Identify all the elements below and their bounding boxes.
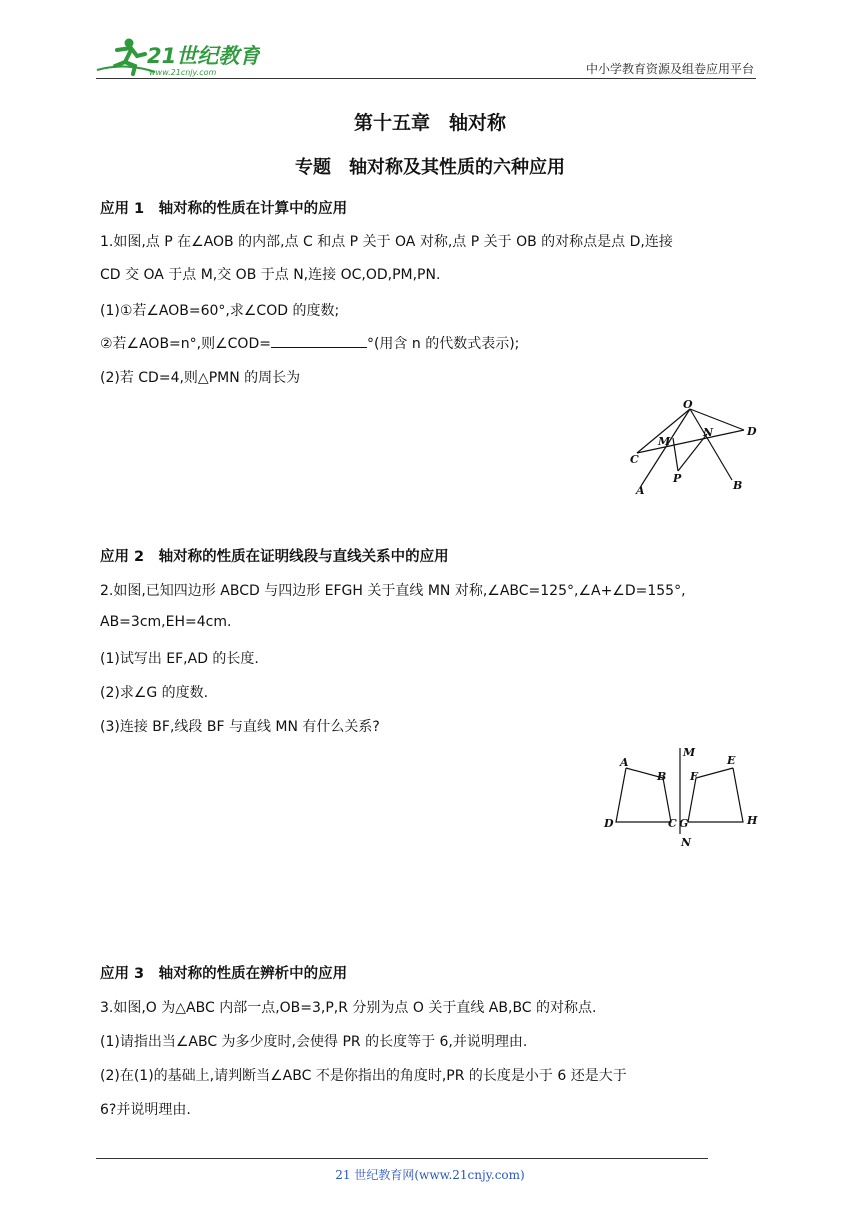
- logo-text: 21世纪教育: [147, 44, 260, 68]
- label-a: A: [620, 756, 629, 769]
- problem-1-part-1b-end: °(用含 n 的代数式表示);: [366, 336, 520, 352]
- label-o: O: [683, 398, 693, 411]
- figure-2-labels: [596, 742, 766, 850]
- answer-blank: [271, 333, 367, 348]
- header-divider: [96, 78, 756, 79]
- label-b: B: [657, 770, 667, 783]
- problem-1-part-1b: [100, 333, 519, 353]
- problem-2-part-3: (3)连接 BF,线段 BF 与直线 MN 有什么关系?: [100, 719, 380, 735]
- section-1-heading: 应用 1 轴对称的性质在计算中的应用: [100, 201, 348, 217]
- problem-3-part-2: (2)在(1)的基础上,请判断当∠ABC 不是你指出的角度时,PR 的长度是小于 6 还是大于: [100, 1068, 627, 1084]
- label-g: G: [679, 817, 689, 830]
- footer-divider: [96, 1158, 708, 1159]
- topic-title: 专题 轴对称及其性质的六种应用: [295, 157, 565, 178]
- problem-3-part-1: (1)请指出当∠ABC 为多少度时,会使得 PR 的长度等于 6,并说明理由.: [100, 1034, 528, 1050]
- label-c: C: [668, 817, 677, 830]
- label-n: N: [703, 426, 714, 439]
- problem-2-part-2: (2)求∠G 的度数.: [100, 685, 209, 701]
- problem-1-part-1a: (1)①若∠AOB=60°,求∠COD 的度数;: [100, 303, 340, 319]
- problem-1-part-1b-start: ②若∠AOB=n°,则∠COD=: [100, 336, 271, 352]
- label-f: F: [690, 770, 698, 783]
- problem-1-line-1: 1.如图,点 P 在∠AOB 的内部,点 C 和点 P 关于 OA 对称,点 P 关于 OB 的对称点是点 D,连接: [100, 234, 673, 250]
- footer-link[interactable]: 21 世纪教育网(www.21cnjy.com): [335, 1168, 525, 1182]
- label-a: A: [636, 484, 645, 496]
- label-e: E: [727, 754, 736, 767]
- problem-3-part-2-cont: 6?并说明理由.: [100, 1102, 191, 1118]
- problem-1-line-2: CD 交 OA 于点 M,交 OB 于点 N,连接 OC,OD,PM,PN.: [100, 267, 441, 283]
- problem-2-line-2: AB=3cm,EH=4cm.: [100, 614, 232, 630]
- label-b: B: [733, 479, 743, 492]
- problem-2-line-1: 2.如图,已知四边形 ABCD 与四边形 EFGH 关于直线 MN 对称,∠ABC=125°,∠A+∠D=155°,: [100, 583, 686, 599]
- logo-url: www.21cnjy.com: [149, 68, 217, 77]
- problem-1-part-2: (2)若 CD=4,则△PMN 的周长为: [100, 370, 301, 386]
- platform-name: 中小学教育资源及组卷应用平台: [585, 62, 754, 76]
- label-m: M: [658, 435, 671, 448]
- section-2-heading: 应用 2 轴对称的性质在证明线段与直线关系中的应用: [100, 549, 449, 565]
- label-d: D: [604, 817, 614, 830]
- runner-logo-icon: [95, 36, 260, 80]
- label-m: M: [683, 746, 696, 759]
- problem-3-line-1: 3.如图,O 为△ABC 内部一点,OB=3,P,R 分别为点 O 关于直线 AB,BC 的对称点.: [100, 1000, 597, 1016]
- label-d: D: [747, 425, 757, 438]
- label-h: H: [747, 814, 758, 827]
- figure-1-labels: [620, 396, 770, 496]
- chapter-title: 第十五章 轴对称: [353, 112, 506, 134]
- site-logo: [95, 36, 260, 80]
- label-p: P: [673, 472, 682, 485]
- label-c: C: [630, 453, 639, 466]
- section-3-heading: 应用 3 轴对称的性质在辨析中的应用: [100, 966, 348, 982]
- label-n: N: [681, 836, 692, 849]
- problem-2-part-1: (1)试写出 EF,AD 的长度.: [100, 651, 259, 667]
